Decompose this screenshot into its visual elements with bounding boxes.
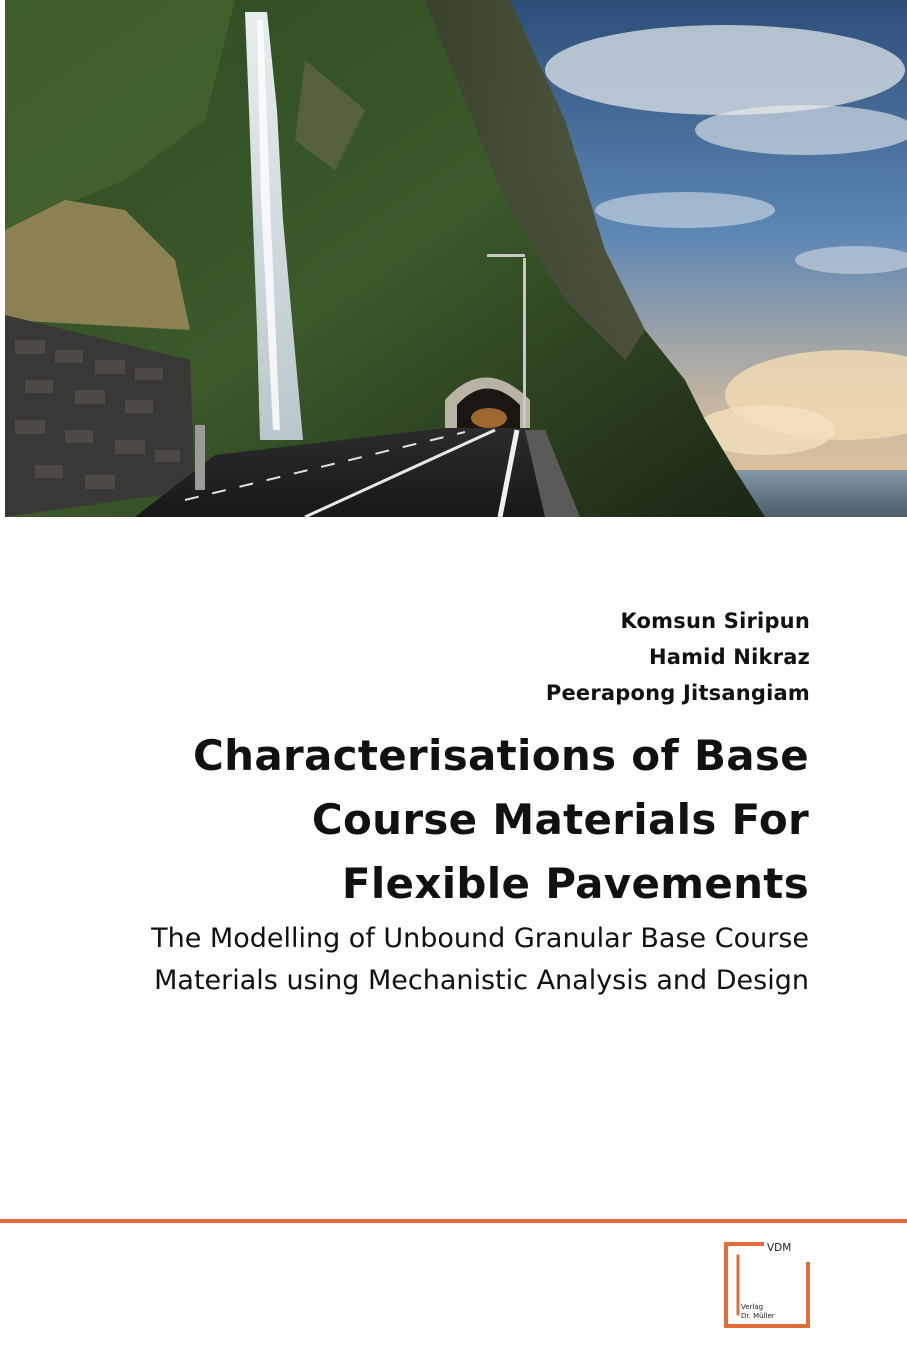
title-line: Course Materials For [311, 795, 809, 844]
title-line: Flexible Pavements [341, 859, 809, 908]
book-subtitle [29, 918, 809, 1002]
cover-photo [5, 0, 907, 517]
accent-divider [0, 1219, 907, 1223]
subtitle-line: The Modelling of Unbound Granular Base Course [151, 923, 809, 954]
publisher-name [741, 1303, 775, 1320]
book-title [89, 724, 809, 916]
author-name: Komsun Siripun [620, 609, 810, 633]
publisher-name-line: Dr. Müller [741, 1311, 775, 1320]
publisher-name-line: Verlag [741, 1303, 764, 1311]
author-name: Peerapong Jitsangiam [545, 681, 810, 705]
publisher-mark: VDM [767, 1242, 792, 1254]
publisher-logo [724, 1242, 810, 1328]
title-line: Characterisations of Base [193, 731, 809, 780]
subtitle-line: Materials using Mechanistic Analysis and Design [154, 965, 809, 996]
author-name: Hamid Nikraz [648, 645, 810, 669]
author-list [546, 603, 810, 711]
